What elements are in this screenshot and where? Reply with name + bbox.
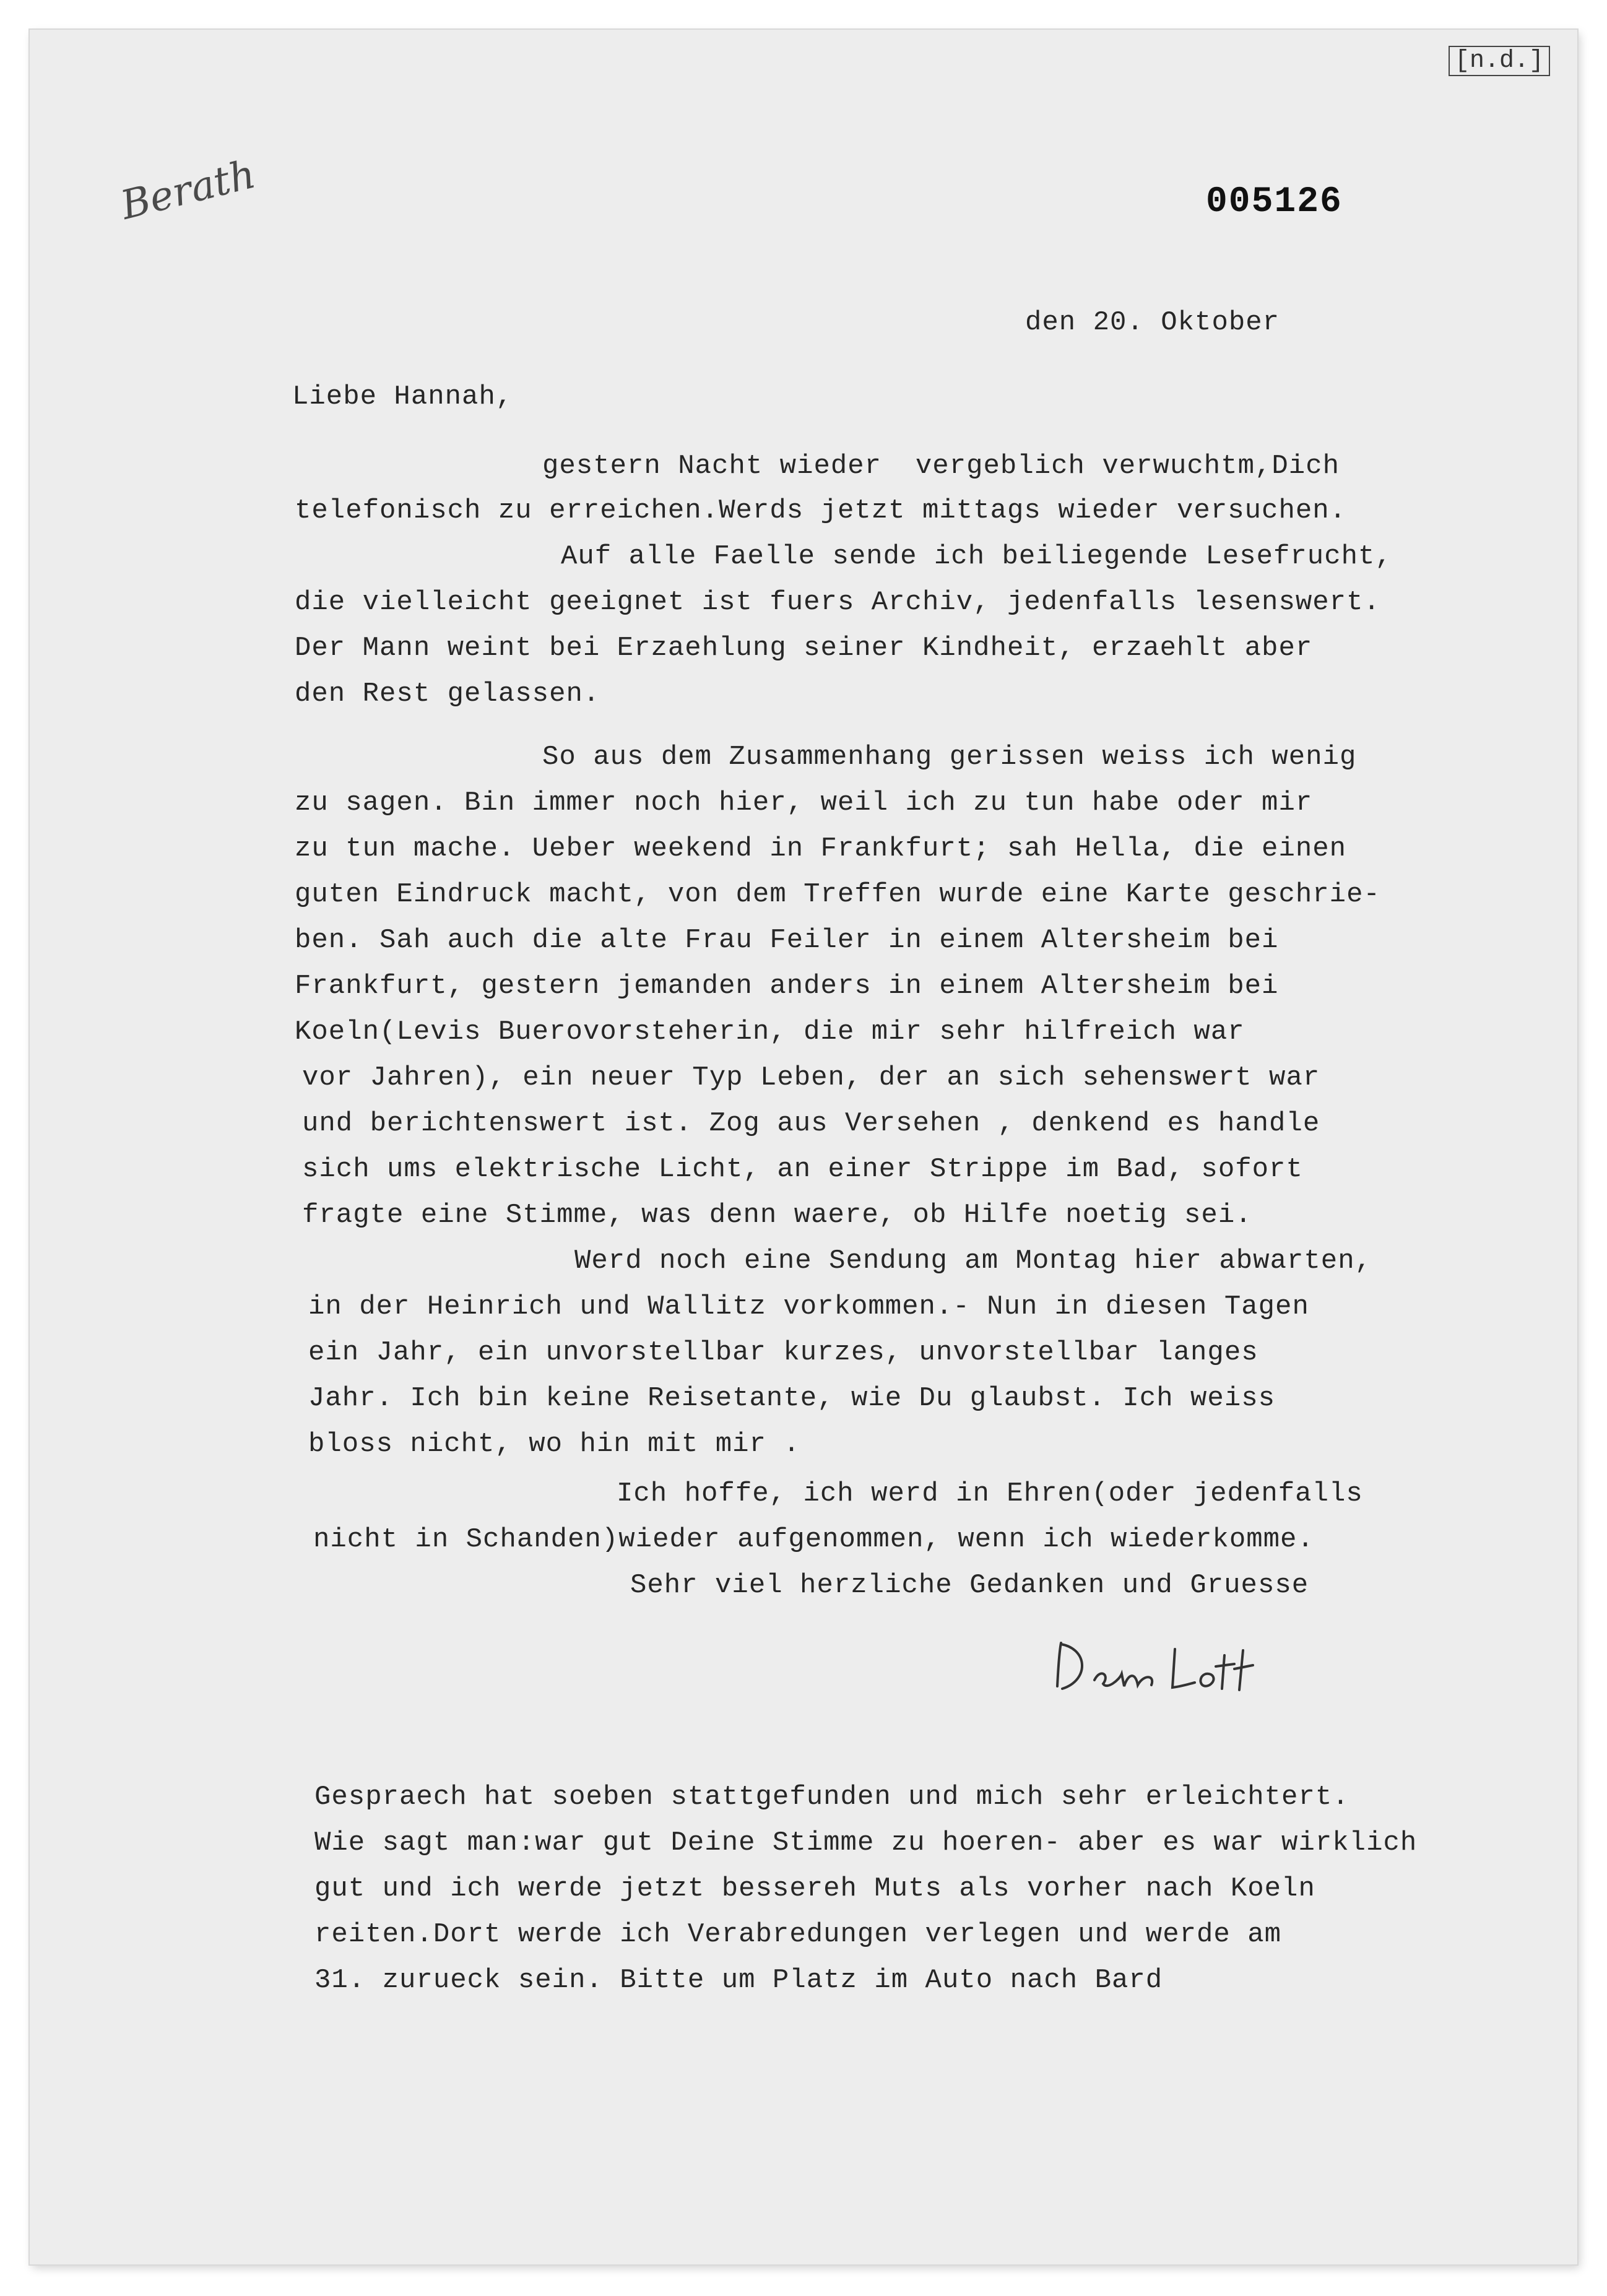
body-line: ben. Sah auch die alte Frau Feiler in einem Altersheim bei (295, 925, 1279, 956)
body-line: guten Eindruck macht, von dem Treffen wurde eine Karte geschrie- (295, 879, 1380, 910)
letter-page (30, 30, 1577, 2264)
body-line: Werd noch eine Sendung am Montag hier abwarten, (574, 1245, 1372, 1276)
body-line: ein Jahr, ein unvorstellbar kurzes, unvorstellbar langes (308, 1337, 1258, 1368)
body-line: telefonisch zu erreichen.Werds jetzt mittags wieder versuchen. (295, 495, 1347, 526)
body-line: die vielleicht geeignet ist fuers Archiv, jedenfalls lesenswert. (295, 587, 1380, 618)
postscript-line: gut und ich werde jetzt bessereh Muts als vorher nach Koeln (314, 1873, 1315, 1904)
body-line: sich ums elektrische Licht, an einer Strippe im Bad, sofort (302, 1154, 1303, 1185)
date-line: den 20. Oktober (1025, 307, 1280, 338)
closing-line: Sehr viel herzliche Gedanken und Gruesse (630, 1570, 1309, 1601)
body-line: Auf alle Faelle sende ich beiliegende Lesefrucht, (561, 541, 1392, 572)
body-line: Koeln(Levis Buerovorsteherin, die mir sehr hilfreich war (295, 1016, 1245, 1047)
body-line: gestern Nacht wieder vergeblich verwuchtm,Dich (542, 451, 1340, 482)
body-line: So aus dem Zusammenhang gerissen weiss ich wenig (542, 742, 1357, 773)
body-line: in der Heinrich und Wallitz vorkommen.- Nun in diesen Tagen (308, 1291, 1309, 1322)
archive-number: 005126 (1206, 182, 1343, 222)
body-line: den Rest gelassen. (295, 678, 600, 709)
signature (1051, 1614, 1262, 1738)
body-line: Frankfurt, gestern jemanden anders in einem Altersheim bei (295, 971, 1279, 1002)
body-line: nicht in Schanden)wieder aufgenommen, wenn ich wiederkomme. (313, 1524, 1314, 1555)
postscript-line: 31. zurueck sein. Bitte um Platz im Auto nach Bard (314, 1965, 1163, 1996)
body-line: und berichtenswert ist. Zog aus Versehen , denkend es handle (302, 1108, 1320, 1139)
body-line: zu tun mache. Ueber weekend in Frankfurt; sah Hella, die einen (295, 833, 1347, 864)
body-line: vor Jahren), ein neuer Typ Leben, der an sich sehenswert war (302, 1062, 1320, 1093)
body-line: bloss nicht, wo hin mit mir . (308, 1429, 800, 1460)
body-line: Der Mann weint bei Erzaehlung seiner Kindheit, erzaehlt aber (295, 633, 1313, 664)
body-line: Jahr. Ich bin keine Reisetante, wie Du glaubst. Ich weiss (308, 1383, 1276, 1414)
postscript-line: Gespraech hat soeben stattgefunden und mich sehr erleichtert. (314, 1782, 1349, 1813)
margin-annotation: Berath (116, 151, 260, 229)
body-line: zu sagen. Bin immer noch hier, weil ich zu tun habe oder mir (295, 787, 1313, 818)
salutation: Liebe Hannah, (292, 381, 513, 412)
body-line: fragte eine Stimme, was denn waere, ob Hilfe noetig sei. (302, 1200, 1252, 1231)
postscript-line: Wie sagt man:war gut Deine Stimme zu hoeren- aber es war wirklich (314, 1827, 1418, 1858)
postscript-line: reiten.Dort werde ich Verabredungen verlegen und werde am (314, 1919, 1282, 1950)
body-line: Ich hoffe, ich werd in Ehren(oder jedenfalls (617, 1478, 1363, 1509)
corner-note: [n.d.] (1449, 46, 1550, 76)
